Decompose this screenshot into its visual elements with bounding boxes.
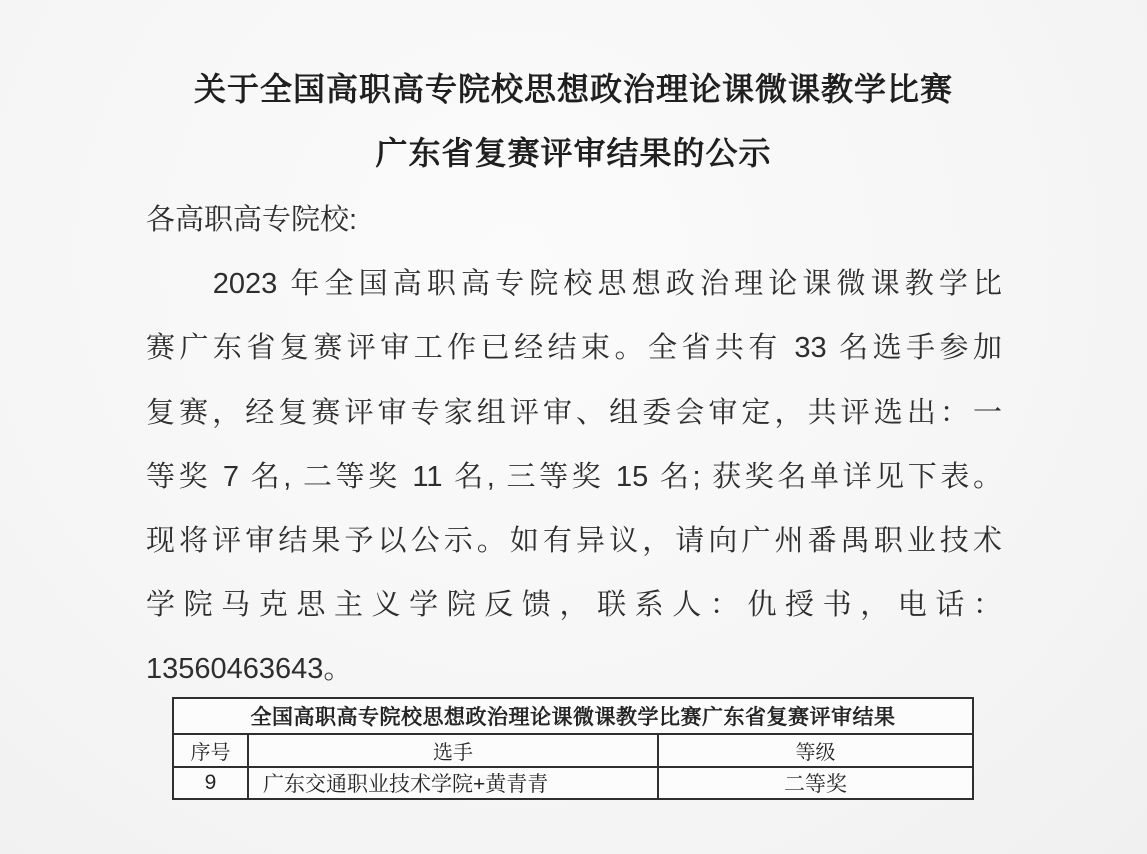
body-line-4: 等奖 7 名, 二等奖 11 名, 三等奖 15 名; 获奖名单详见下表。 <box>146 460 1002 493</box>
title-line-1: 关于全国高职高专院校思想政治理论课微课教学比赛 <box>193 71 953 107</box>
table-caption: 全国高职高专院校思想政治理论课微课教学比赛广东省复赛评审结果 <box>173 698 973 734</box>
row-no: 9 <box>173 767 248 799</box>
body-line-6: 学院马克思主义学院反馈，联系人：仇授书，电话： <box>146 589 1002 622</box>
title-line-2: 广东省复赛评审结果的公示 <box>375 135 772 171</box>
row-award: 二等奖 <box>658 767 973 799</box>
column-header-contestant: 选手 <box>248 734 658 767</box>
body-line-3: 复赛，经复赛评审专家组评审、组委会审定，共评选出：一 <box>146 396 1002 429</box>
table-header-row <box>173 734 973 767</box>
phone-number-line: 13560463643。 <box>146 653 353 686</box>
column-header-award: 等级 <box>658 734 973 767</box>
column-header-no: 序号 <box>173 734 248 767</box>
row-contestant: 广东交通职业技术学院+黄青青 <box>248 767 658 799</box>
table-caption-row <box>173 698 973 734</box>
document-title <box>0 57 1147 185</box>
table-row <box>173 767 973 799</box>
results-table <box>172 697 974 800</box>
body-line-2: 赛广东省复赛评审工作已经结束。全省共有 33 名选手参加 <box>146 332 1002 365</box>
salutation: 各高职高专院校: <box>146 204 358 236</box>
body-line-1: 2023 年全国高职高专院校思想政治理论课微课教学比 <box>212 268 1002 301</box>
document-body <box>146 188 1002 702</box>
body-line-5: 现将评审结果予以公示。如有异议，请向广州番禺职业技术 <box>146 524 1002 557</box>
